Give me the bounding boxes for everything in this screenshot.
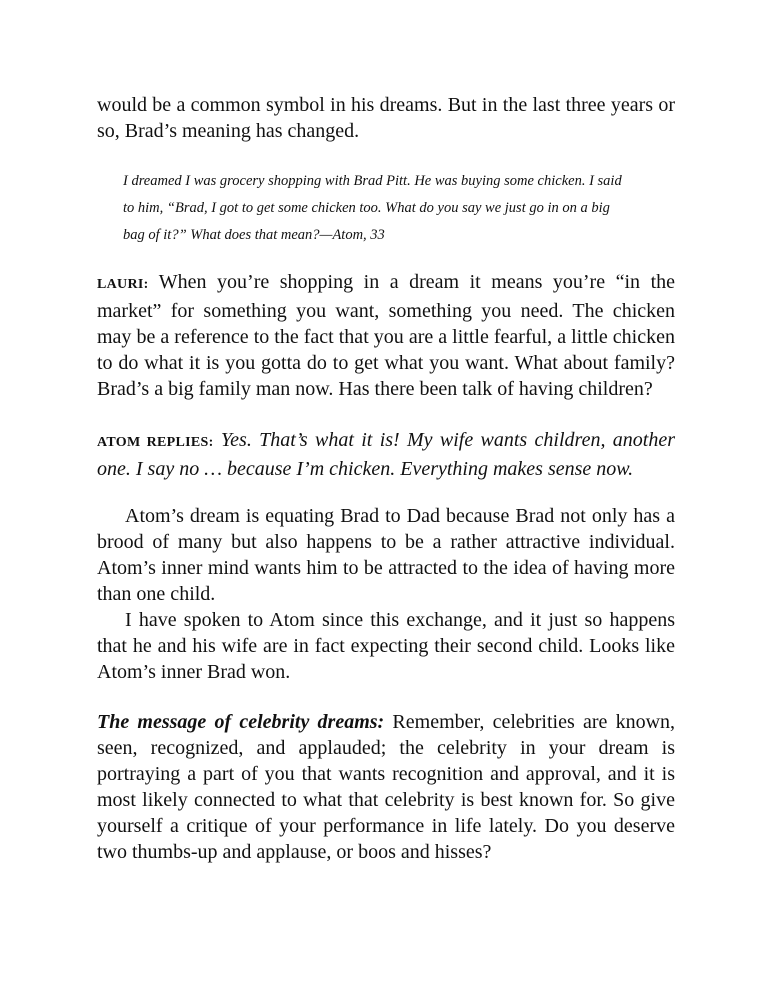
celebrity-message-text: Remember, celebrities are known, seen, recognized, and applauded; the celebrity in your dream is portraying a part of you that wants recognition and approval, and it is most likely connected to what that celebrity is best known for. So give yourself a critique of your performance in life lately. Do you deserve two thumbs-up and applause, or boos and hisses?: [97, 711, 676, 863]
explanation-paragraph: Atom’s dream is equating Brad to Dad because Brad not only has a brood of many but also happens to be a rather attractive individual. Atom’s inner mind wants him to be attracted to the idea of having more than one child.: [97, 505, 675, 605]
atom-reply-text: Yes. That’s what it is! My wife wants children, another one. I say no … because I’m chicken. Everything makes sense now.: [97, 429, 675, 480]
celebrity-message-heading: The message of celebrity dreams:: [97, 711, 385, 733]
opening-paragraph: would be a common symbol in his dreams. But in the last three years or so, Brad’s meaning has changed.: [97, 94, 675, 142]
lauri-response: [97, 269, 675, 402]
speaker-label-lauri: LAURI:: [97, 277, 149, 292]
lauri-response-text: When you’re shopping in a dream it means you’re “in the market” for something you want, something you need. The chicken may be a reference to the fact that you are a little fearful, a little chicken to do what it is you gotta do to get what you want. What about family? Brad’s a big family man now. Has there been talk of having children?: [97, 271, 676, 400]
followup-paragraph: I have spoken to Atom since this exchange, and it just so happens that he and his wife are in fact expecting their second child. Looks like Atom’s inner Brad won.: [97, 609, 675, 683]
dream-quote: I dreamed I was grocery shopping with Brad Pitt. He was buying some chicken. I said to him, “Brad, I got to get some chicken too. What do you say we just go in on a big bag of it?” What does that mean?—Atom, 33: [123, 173, 622, 243]
atom-reply: [97, 427, 675, 482]
speaker-label-atom: ATOM REPLIES:: [97, 435, 214, 450]
celebrity-message-paragraph: [97, 709, 675, 865]
